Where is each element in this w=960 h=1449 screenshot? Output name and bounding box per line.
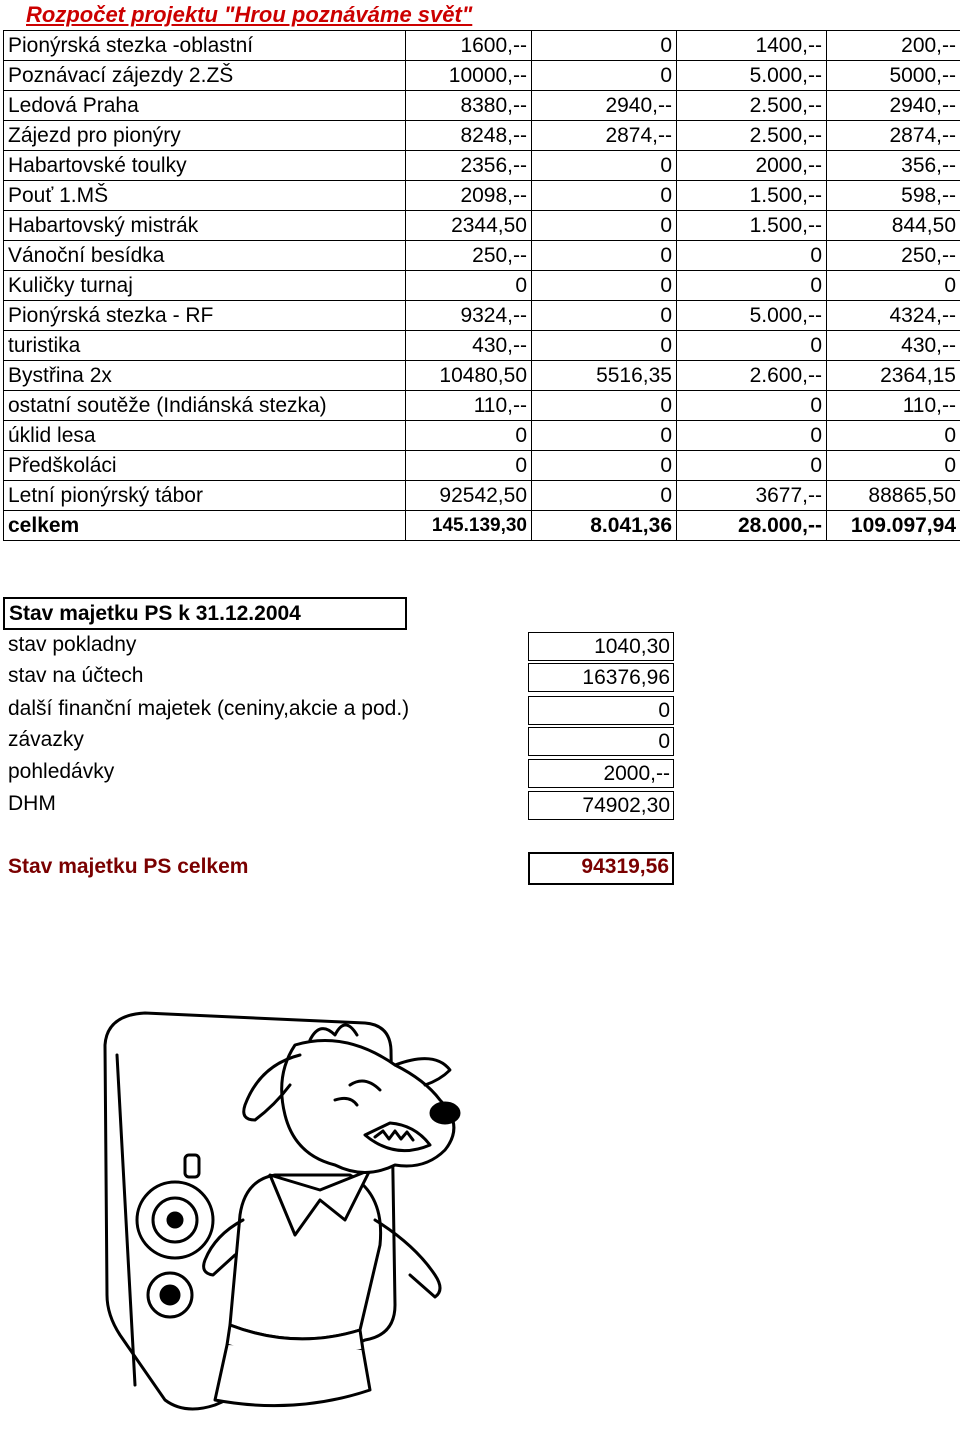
row-label: Poznávací zájezdy 2.ZŠ: [4, 61, 406, 91]
row-value: 250,--: [827, 241, 960, 271]
table-row: [4, 151, 960, 181]
table-row: [4, 211, 960, 241]
asset-value: 1040,30: [528, 632, 674, 661]
row-value: 2874,--: [532, 121, 677, 151]
row-label: Zájezd pro pionýry: [4, 121, 406, 151]
row-value: 10480,50: [406, 361, 532, 391]
page-title: Rozpočet projektu "Hrou poznáváme svět": [26, 2, 473, 27]
row-value: 844,50: [827, 211, 960, 241]
row-value: 0: [827, 451, 960, 481]
asset-label: stav pokladny: [8, 633, 137, 656]
row-value: 0: [532, 31, 677, 61]
row-value: 0: [532, 151, 677, 181]
row-label: Kuličky turnaj: [4, 271, 406, 301]
row-value: 110,--: [406, 391, 532, 421]
table-row: [4, 361, 960, 391]
total-value: 8.041,36: [532, 511, 677, 541]
row-value: 2356,--: [406, 151, 532, 181]
row-label: Předškoláci: [4, 451, 406, 481]
row-value: 0: [532, 61, 677, 91]
row-value: 0: [532, 421, 677, 451]
table-row: [4, 301, 960, 331]
row-value: 0: [532, 451, 677, 481]
row-value: 430,--: [827, 331, 960, 361]
row-value: 430,--: [406, 331, 532, 361]
row-value: 0: [677, 271, 827, 301]
row-value: 0: [677, 421, 827, 451]
row-value: 1.500,--: [677, 181, 827, 211]
asset-value: 2000,--: [528, 759, 674, 788]
table-row: [4, 421, 960, 451]
row-value: 2940,--: [532, 91, 677, 121]
table-row: [4, 451, 960, 481]
row-value: 0: [532, 271, 677, 301]
row-label: Habartovský mistrák: [4, 211, 406, 241]
asset-value: 16376,96: [528, 663, 674, 692]
row-value: 0: [677, 391, 827, 421]
row-label: turistika: [4, 331, 406, 361]
row-value: 8248,--: [406, 121, 532, 151]
row-label: Vánoční besídka: [4, 241, 406, 271]
row-value: 2344,50: [406, 211, 532, 241]
row-value: 0: [406, 271, 532, 301]
row-value: 2874,--: [827, 121, 960, 151]
row-value: 250,--: [406, 241, 532, 271]
table-row: [4, 271, 960, 301]
row-value: 0: [532, 211, 677, 241]
row-value: 0: [677, 451, 827, 481]
row-value: 200,--: [827, 31, 960, 61]
row-value: 0: [532, 331, 677, 361]
row-value: 3677,--: [677, 481, 827, 511]
row-label: Letní pionýrský tábor: [4, 481, 406, 511]
row-value: 1600,--: [406, 31, 532, 61]
row-value: 598,--: [827, 181, 960, 211]
row-value: 5000,--: [827, 61, 960, 91]
table-row: [4, 391, 960, 421]
row-label: Pionýrská stezka - RF: [4, 301, 406, 331]
row-value: 2.500,--: [677, 121, 827, 151]
budget-table: [3, 30, 960, 541]
total-value: 109.097,94: [827, 511, 960, 541]
row-value: 2364,15: [827, 361, 960, 391]
row-value: 10000,--: [406, 61, 532, 91]
row-label: Pouť 1.MŠ: [4, 181, 406, 211]
cartoon-dog-illustration: [95, 1005, 535, 1445]
assets-total-label: Stav majetku PS celkem: [8, 855, 249, 878]
row-value: 8380,--: [406, 91, 532, 121]
asset-value: 0: [528, 727, 674, 756]
assets-total-value: 94319,56: [528, 852, 674, 885]
row-value: 0: [406, 421, 532, 451]
row-value: 4324,--: [827, 301, 960, 331]
table-row: [4, 91, 960, 121]
row-value: 0: [827, 421, 960, 451]
row-value: 2940,--: [827, 91, 960, 121]
total-row: [4, 511, 960, 541]
table-row: [4, 181, 960, 211]
row-value: 5516,35: [532, 361, 677, 391]
table-row: [4, 31, 960, 61]
row-value: 1.500,--: [677, 211, 827, 241]
total-value: 28.000,--: [677, 511, 827, 541]
row-value: 0: [532, 391, 677, 421]
total-value: 145.139,30: [406, 511, 532, 541]
row-value: 2000,--: [677, 151, 827, 181]
asset-value: 0: [528, 696, 674, 725]
assets-heading: Stav majetku PS k 31.12.2004: [3, 597, 407, 630]
row-value: 356,--: [827, 151, 960, 181]
row-value: 2.500,--: [677, 91, 827, 121]
row-value: 88865,50: [827, 481, 960, 511]
asset-label: závazky: [8, 728, 84, 751]
row-value: 2.600,--: [677, 361, 827, 391]
row-label: ostatní soutěže (Indiánská stezka): [4, 391, 406, 421]
row-value: 5.000,--: [677, 301, 827, 331]
row-label: Bystřina 2x: [4, 361, 406, 391]
row-value: 5.000,--: [677, 61, 827, 91]
row-value: 92542,50: [406, 481, 532, 511]
asset-label: DHM: [8, 792, 56, 815]
table-row: [4, 121, 960, 151]
row-value: 0: [532, 241, 677, 271]
row-value: 1400,--: [677, 31, 827, 61]
asset-label: další finanční majetek (ceniny,akcie a pod.): [8, 697, 410, 720]
row-value: 0: [677, 241, 827, 271]
table-row: [4, 61, 960, 91]
row-value: 0: [677, 331, 827, 361]
row-value: 0: [532, 181, 677, 211]
row-label: úklid lesa: [4, 421, 406, 451]
row-value: 0: [532, 301, 677, 331]
row-value: 0: [406, 451, 532, 481]
row-label: Pionýrská stezka -oblastní: [4, 31, 406, 61]
row-value: 110,--: [827, 391, 960, 421]
table-row: [4, 331, 960, 361]
total-label: celkem: [4, 511, 406, 541]
asset-label: pohledávky: [8, 760, 115, 783]
row-value: 9324,--: [406, 301, 532, 331]
row-value: 0: [532, 481, 677, 511]
asset-value: 74902,30: [528, 791, 674, 820]
row-label: Ledová Praha: [4, 91, 406, 121]
row-value: 2098,--: [406, 181, 532, 211]
asset-label: stav na účtech: [8, 664, 144, 687]
table-row: [4, 481, 960, 511]
table-row: [4, 241, 960, 271]
row-value: 0: [827, 271, 960, 301]
row-label: Habartovské toulky: [4, 151, 406, 181]
